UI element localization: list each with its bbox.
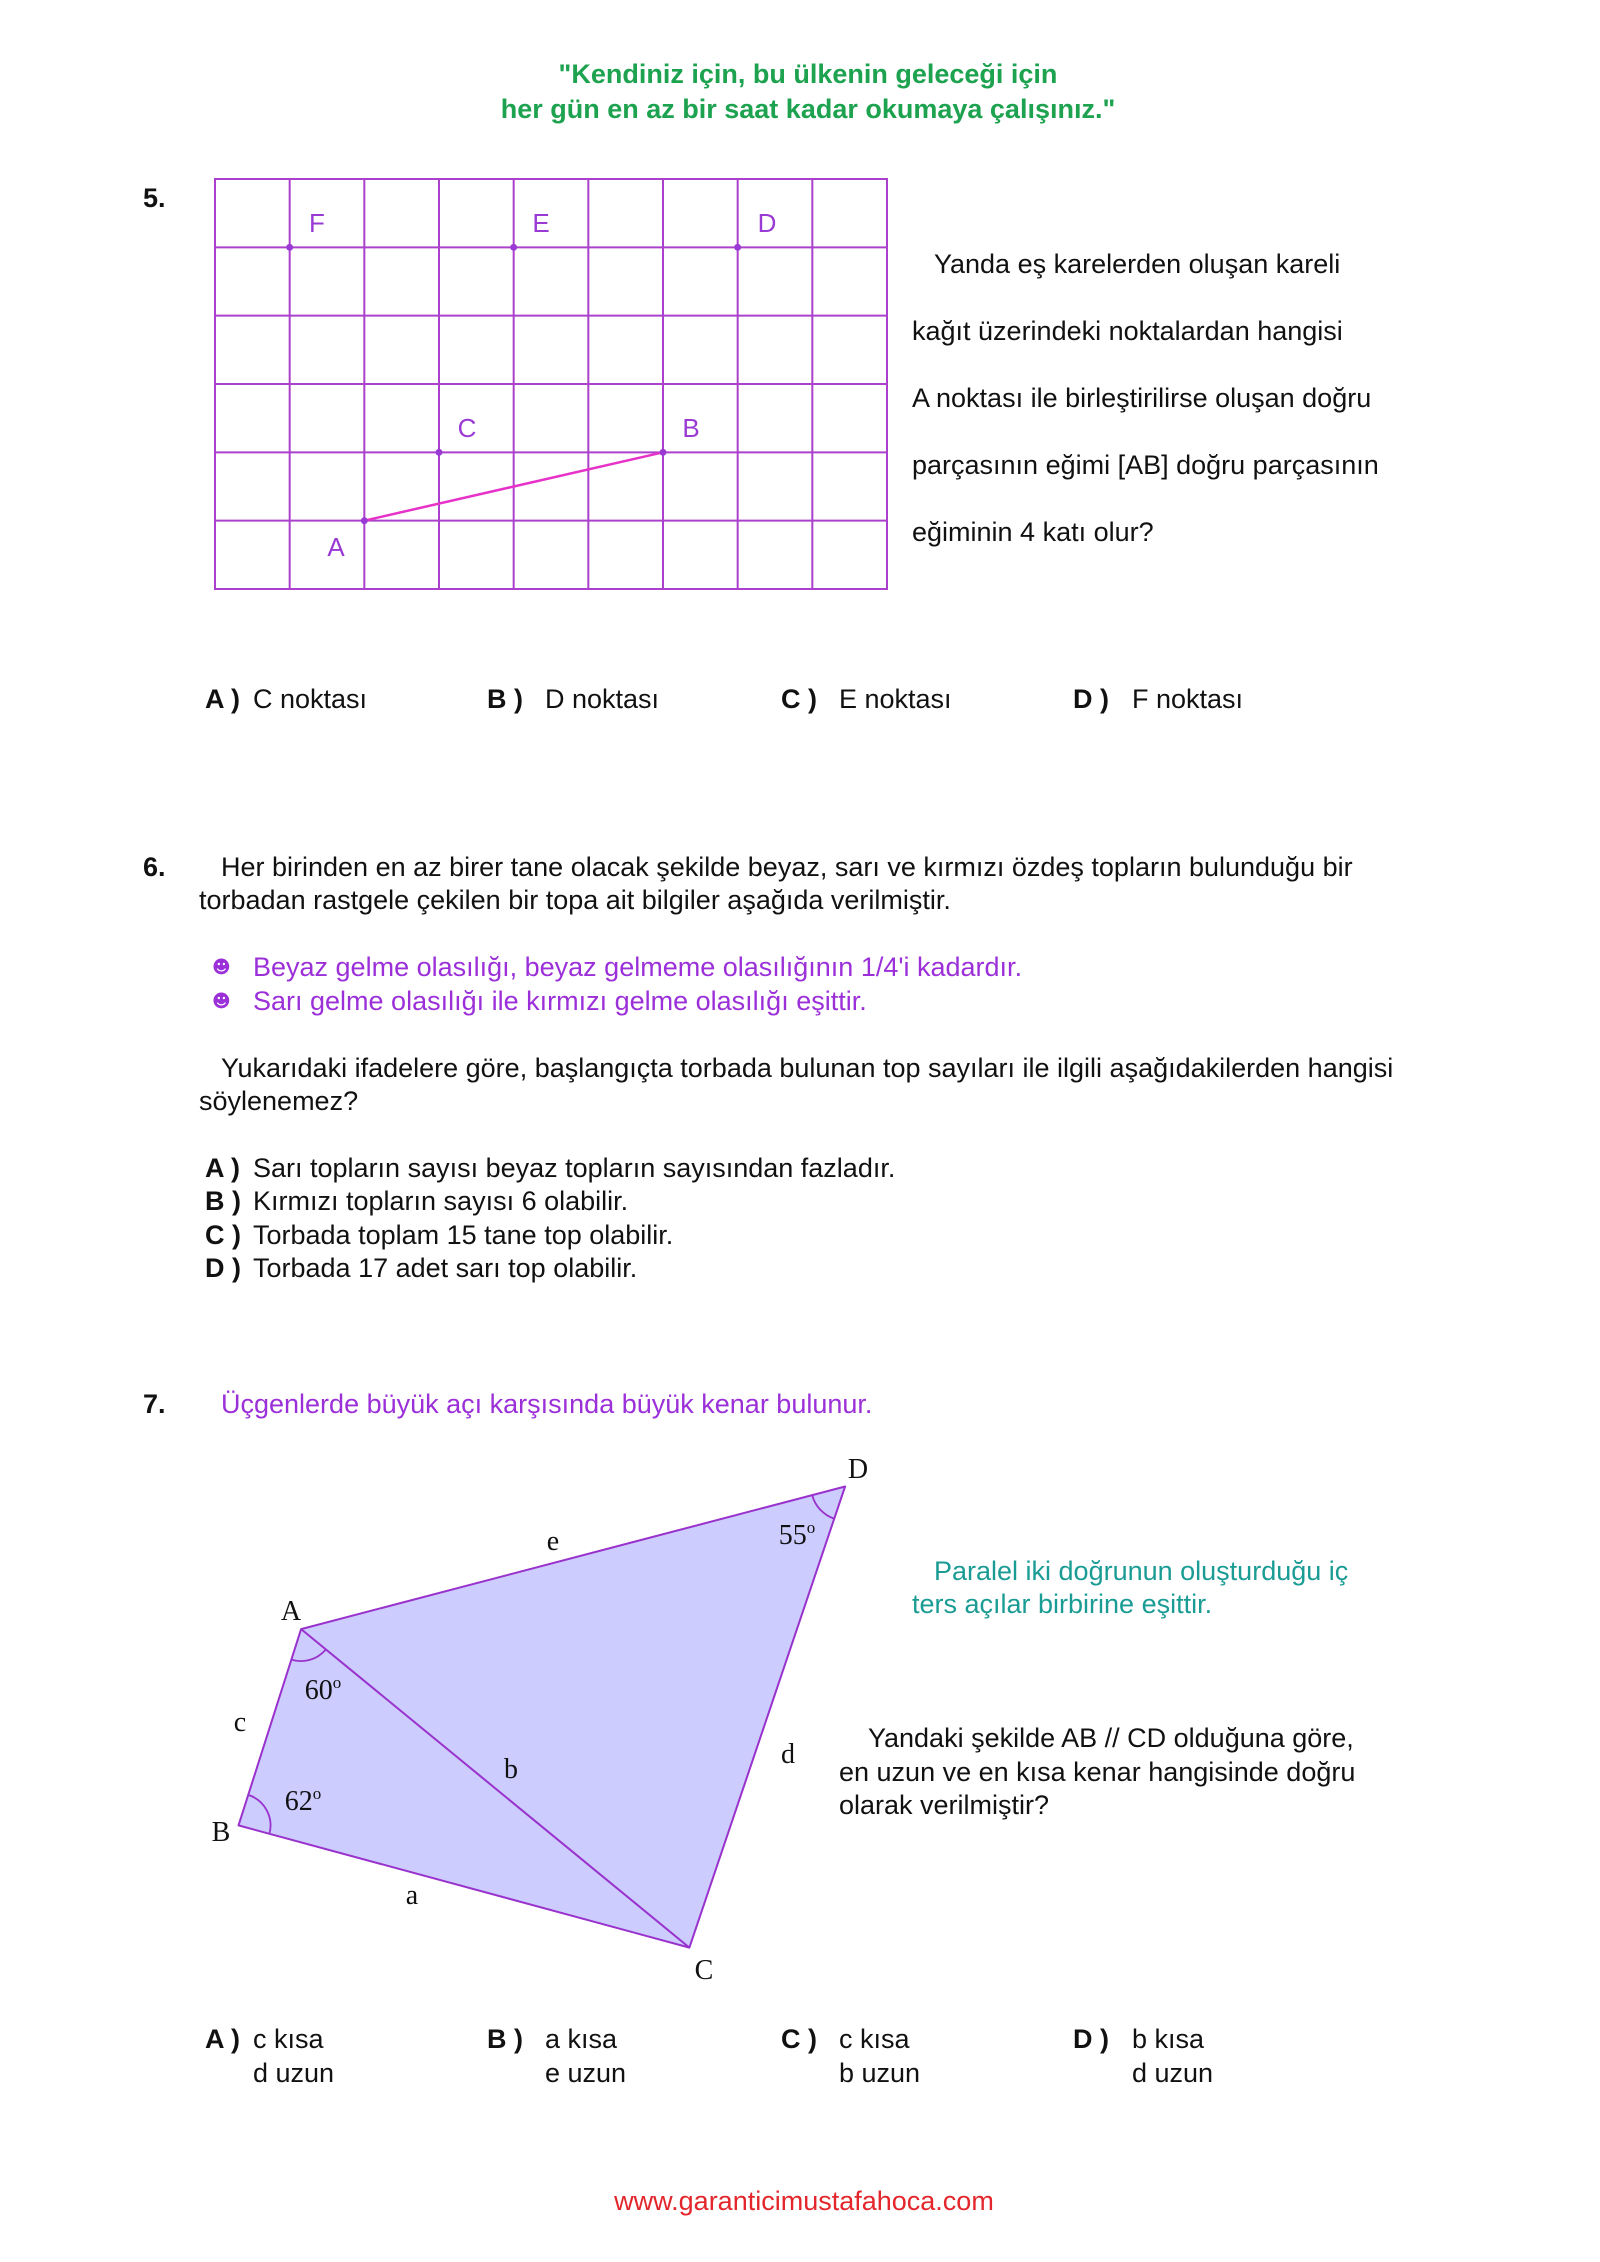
q7-option-c-line1: c kısa [839, 2024, 910, 2054]
q6-option-d-text: Torbada 17 adet sarı top olabilir. [253, 1253, 638, 1283]
q6-option-b-letter: B ) [205, 1186, 241, 1216]
q5-option-a-text: C noktası [253, 684, 368, 714]
fact-white-probability: Beyaz gelme olasılığı, beyaz gelmeme olasılığının 1/4'i kadardır. [253, 952, 1023, 982]
degree-mark: o [806, 1518, 816, 1537]
question-6-stem-line: torbadan rastgele çekilen bir topa ait bilgiler aşağıda verilmiştir. [199, 885, 951, 915]
question-7-prompt-line: olarak verilmiştir? [839, 1790, 1050, 1820]
angle-d-value: 55 [778, 1520, 807, 1551]
question-6-prompt-line: Yukarıdaki ifadelere göre, başlangıçta torbada bulunan top sayıları ile ilgili aşağıdakilerden hangisi [221, 1053, 1394, 1083]
smiley-bullet-icon: ☻ [212, 991, 231, 1012]
q7-option-c-line2: b uzun [839, 2058, 921, 2088]
question-7-rule: Üçgenlerde büyük açı karşısında büyük kenar bulunur. [221, 1389, 873, 1419]
hint-line: ters açılar birbirine eşittir. [912, 1589, 1213, 1619]
hint-line: Paralel iki doğrunun oluşturduğu iç [934, 1556, 1349, 1586]
point-e [510, 244, 517, 251]
q6-option-c-letter: C ) [205, 1220, 241, 1250]
point-a [361, 517, 368, 524]
q7-option-d-line1: b kısa [1132, 2024, 1205, 2054]
square-grid-figure [200, 160, 900, 610]
motto-line-2: her gün en az bir saat kadar okumaya çalışınız." [500, 94, 1116, 124]
angle-b-value: 62 [284, 1786, 313, 1817]
quadrilateral-figure [200, 1440, 890, 2000]
quadrilateral-abcd [239, 1487, 846, 1948]
q6-option-a-text: Sarı topların sayısı beyaz topların sayısından fazladır. [253, 1153, 896, 1183]
question-5-text-line: parçasının eğimi [AB] doğru parçasının [912, 450, 1379, 480]
side-b-label: b [504, 1754, 518, 1785]
question-6-number: 6. [143, 852, 166, 882]
vertex-b-label: B [211, 1817, 231, 1848]
question-7-prompt-line: en uzun ve en kısa kenar hangisinde doğru [839, 1757, 1356, 1787]
fact-yellow-red-probability: Sarı gelme olasılığı ile kırmızı gelme olasılığı eşittir. [253, 986, 867, 1016]
question-7-number: 7. [143, 1389, 166, 1419]
q7-option-c-letter: C ) [781, 2024, 817, 2054]
angle-a-value: 60 [304, 1675, 333, 1706]
question-5-text-line: kağıt üzerindeki noktalardan hangisi [912, 316, 1343, 346]
q5-option-d-letter: D ) [1073, 684, 1109, 714]
vertex-d-label: D [847, 1454, 869, 1485]
degree-mark: o [312, 1784, 322, 1803]
point-f-label: F [309, 208, 325, 238]
vertex-c-label: C [694, 1955, 714, 1986]
footer-website: www.garanticimustafahoca.com [614, 2186, 994, 2216]
q6-option-d-letter: D ) [205, 1253, 241, 1283]
smiley-bullet-icon: ☻ [212, 957, 231, 978]
q7-option-a-line1: c kısa [253, 2024, 324, 2054]
point-e-label: E [532, 208, 550, 238]
side-d-label: d [781, 1739, 795, 1770]
side-c-label: c [233, 1707, 247, 1738]
motto-line-1: "Kendiniz için, bu ülkenin geleceği için [558, 59, 1058, 89]
q6-option-c-text: Torbada toplam 15 tane top olabilir. [253, 1220, 674, 1250]
q5-option-c-text: E noktası [839, 684, 952, 714]
point-d-label: D [757, 208, 777, 238]
question-5-text-line: eğiminin 4 katı olur? [912, 517, 1154, 547]
degree-mark: o [332, 1673, 342, 1692]
q7-option-a-line2: d uzun [253, 2058, 335, 2088]
grid-lines [215, 179, 887, 589]
point-d [734, 244, 741, 251]
point-a-label: A [327, 532, 345, 562]
q6-option-a-letter: A ) [205, 1153, 240, 1183]
side-a-label: a [405, 1880, 419, 1911]
question-5-text-line: Yanda eş karelerden oluşan kareli [934, 249, 1341, 279]
q5-option-a-letter: A ) [205, 684, 240, 714]
q7-option-d-letter: D ) [1073, 2024, 1109, 2054]
question-5-text-line: A noktası ile birleştirilirse oluşan doğru [912, 383, 1372, 413]
q5-option-b-letter: B ) [487, 684, 523, 714]
q5-option-d-text: F noktası [1132, 684, 1244, 714]
question-7-prompt-line: Yandaki şekilde AB // CD olduğuna göre, [868, 1723, 1354, 1753]
q5-option-b-text: D noktası [545, 684, 660, 714]
q7-option-a-letter: A ) [205, 2024, 240, 2054]
point-b [660, 449, 667, 456]
q7-option-b-line1: a kısa [545, 2024, 618, 2054]
question-6-stem-line: Her birinden en az birer tane olacak şekilde beyaz, sarı ve kırmızı özdeş topların bulunduğu bir [221, 852, 1353, 882]
point-c-label: C [457, 413, 477, 443]
q7-option-b-line2: e uzun [545, 2058, 627, 2088]
vertex-a-label: A [280, 1596, 302, 1627]
side-e-label: e [546, 1526, 560, 1557]
question-5-number: 5. [143, 183, 166, 213]
q6-option-b-text: Kırmızı topların sayısı 6 olabilir. [253, 1186, 629, 1216]
point-c [436, 449, 443, 456]
point-b-label: B [682, 413, 700, 443]
q7-option-d-line2: d uzun [1132, 2058, 1214, 2088]
q5-option-c-letter: C ) [781, 684, 817, 714]
point-f [286, 244, 293, 251]
question-6-prompt-line: söylenemez? [199, 1086, 359, 1116]
q7-option-b-letter: B ) [487, 2024, 523, 2054]
